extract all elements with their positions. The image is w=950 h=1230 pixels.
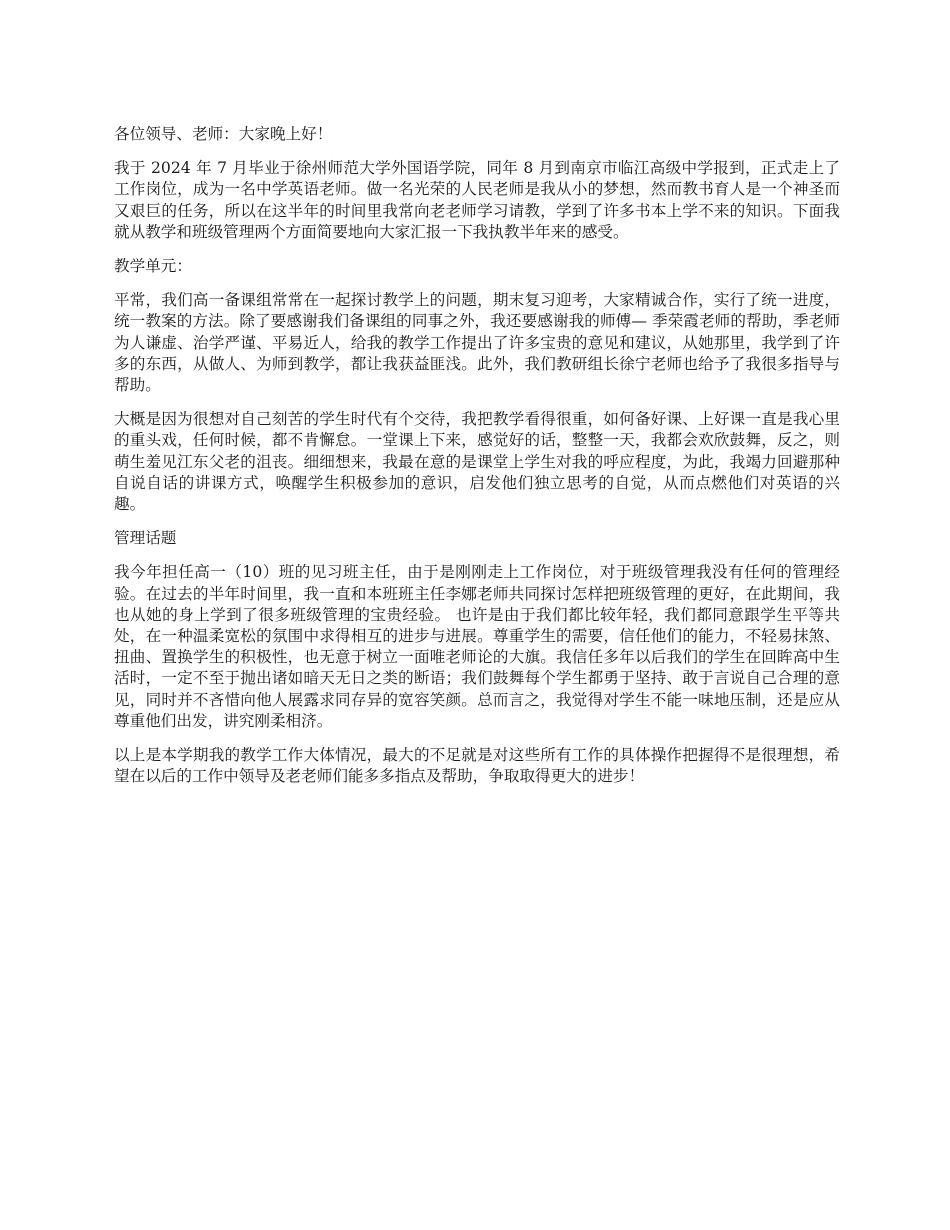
closing-paragraph: 以上是本学期我的教学工作大体情况，最大的不足就是对这些所有工作的具体操作把握得不是很理想，希望在以后的工作中领导及老老师们能多多指点及帮助，争取取得更大的进步！ xyxy=(114,746,840,786)
management-paragraph: 我今年担任高一（10）班的见习班主任，由于是刚刚走上工作岗位，对于班级管理我没有任何的管理经验。在过去的半年时间里，我一直和本班班主任李娜老师共同探讨怎样把班级管理的更好，在此期间，我也从她的身上学到了很多班级管理的宝贵经验。 也许是由于我们都比较年轻，我们都同意跟学生平等共处，在一种温柔宽松的氛围中求得相互的进步与进展。尊重学生的需要，信任他们的能力，不轻易抹煞、扭曲、置换学生的积极性，也无意于树立一面唯老师论的大旗。我信任多年以后我们的学生在回眸高中生活时，一定不至于抛出诸如暗天无日之类的断语；我们鼓舞每个学生都勇于坚持、敢于言说自己合理的意见，同时并不吝惜向他人展露求同存异的宽容笑颜。总而言之，我觉得对学生不能一味地压制，还是应从尊重他们出发，讲究刚柔相济。 xyxy=(114,563,840,730)
teaching-paragraph-2: 大概是因为很想对自己刻苦的学生时代有个交待，我把教学看得很重，如何备好课、上好课一直是我心里的重头戏，任何时候，都不肯懈怠。一堂课上下来，感觉好的话，整整一天，我都会欢欣鼓舞，反之，则萌生羞见江东父老的沮丧。细细想来，我最在意的是课堂上学生对我的呼应程度，为此，我竭力回避那种自说自话的讲课方式，唤醒学生积极参加的意识，启发他们独立思考的自觉，从而点燃他们对英语的兴趣。 xyxy=(114,410,840,514)
teaching-paragraph-1: 平常，我们高一备课组常常在一起探讨教学上的问题，期末复习迎考，大家精诚合作，实行了统一进度，统一教案的方法。除了要感谢我们备课组的同事之外，我还要感谢我的师傅— 季荣霞老师的帮助，季老师为人谦虚、治学严谨、平易近人，给我的教学工作提出了许多宝贵的意见和建议，从她那里，我学到了许多的东西，从做人、为师到教学，都让我获益匪浅。此外，我们教研组长徐宁老师也给予了我很多指导与帮助。 xyxy=(114,291,840,395)
section-heading-teaching: 教学单元： xyxy=(114,257,192,276)
greeting: 各位领导、老师：大家晚上好！ xyxy=(114,125,333,143)
intro-paragraph: 我于 2024 年 7 月毕业于徐州师范大学外国语学院，同年 8 月到南京市临江高级中学报到，正式走上了工作岗位，成为一名中学英语老师。做一名光荣的人民老师是我从小的梦想，然而教书育人是一个神圣而又艰巨的任务，所以在这半年的时间里我常向老老师学习请教，学到了许多书本上学不来的知识。下面我就从教学和班级管理两个方面简要地向大家汇报一下我执教半年来的感受。 xyxy=(114,159,840,241)
section-heading-management: 管理话题 xyxy=(114,529,177,548)
document-body xyxy=(114,124,840,800)
